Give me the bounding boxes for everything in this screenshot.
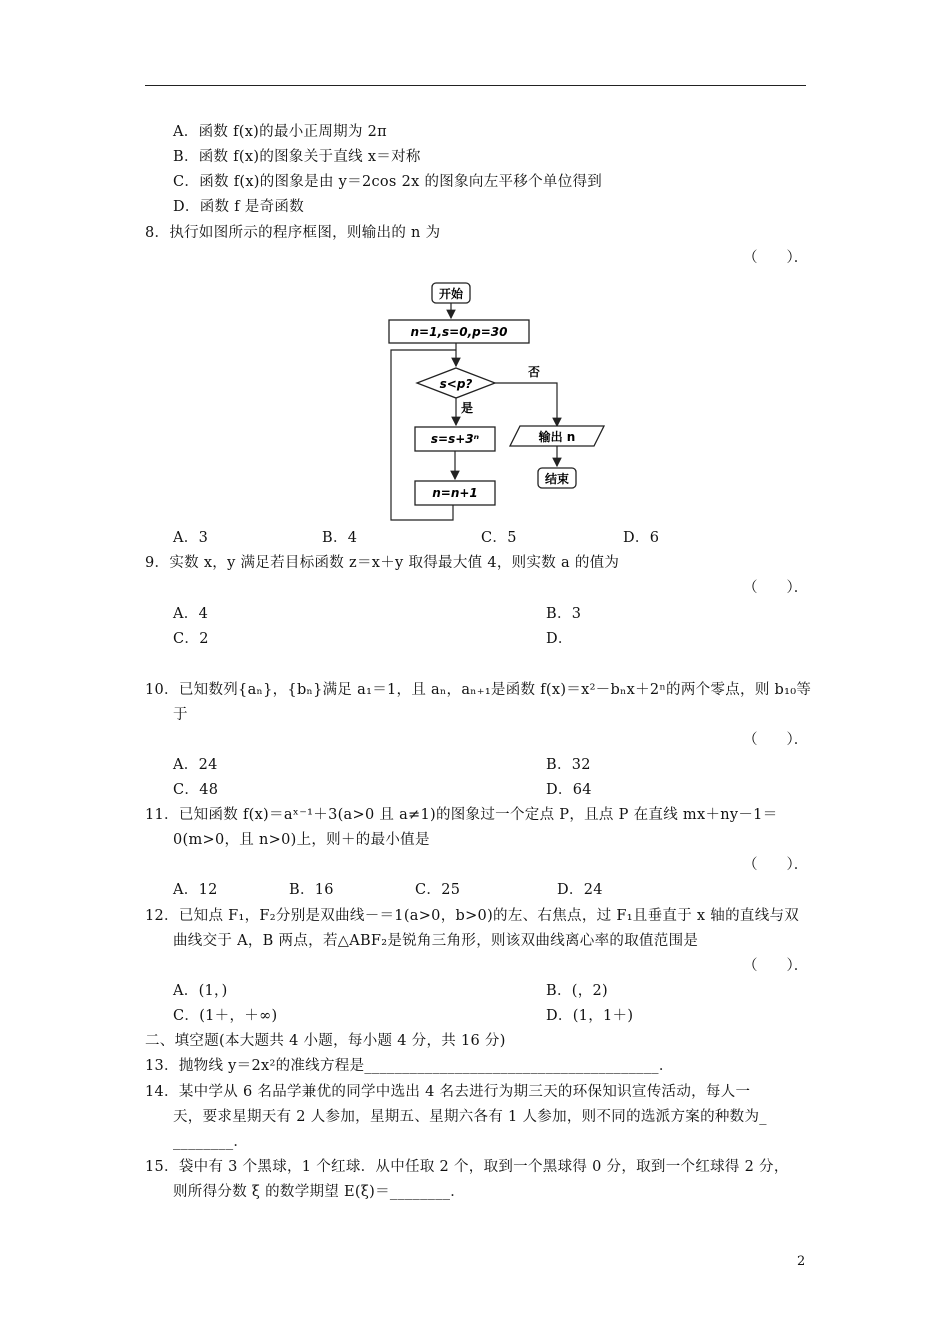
header-rule (145, 85, 806, 86)
flowchart-output-label: 输出 n (538, 430, 576, 444)
flowchart-yes-label: 是 (461, 401, 474, 415)
q12-option-d: D．(1，1＋) (546, 1008, 634, 1024)
q10-option-b: B．32 (546, 757, 591, 773)
q15-line2: 则所得分数 ξ 的数学期望 E(ξ)＝________． (173, 1184, 466, 1200)
q12-stem-line2: 曲线交于 A，B 两点，若△ABF₂是锐角三角形，则该双曲线离心率的取值范围是 (173, 933, 699, 949)
q15-line1: 15．袋中有 3 个黑球，1 个红球．从中任取 2 个，取到一个黑球得 0 分，取到一个红球得 2 分， (145, 1159, 789, 1175)
q11-option-c: C．25 (415, 882, 461, 898)
q11-option-b: B．16 (289, 882, 334, 898)
q11-answer-paren: （ ）． (743, 857, 809, 873)
q8-option-b: B．4 (322, 530, 358, 546)
q8-option-d: D．6 (623, 530, 660, 546)
q10-option-d: D．64 (546, 782, 592, 798)
flowchart-no-label: 否 (528, 365, 541, 379)
flowchart-update-s-label: s=s+3ⁿ (430, 432, 480, 446)
q11-stem-line1: 11．已知函数 f(x)＝aˣ⁻¹＋3(a>0 且 a≠1)的图象过一个定点 P，且点 P 在直线 mx＋ny－1＝ (145, 807, 778, 823)
q10-option-a: A．24 (173, 757, 218, 773)
q7-option-a: A．函数 f(x)的最小正周期为 2π (173, 124, 388, 140)
q9-answer-paren: （ ）． (743, 580, 809, 596)
q10-option-c: C．48 (173, 782, 219, 798)
q11-option-a: A．12 (173, 882, 218, 898)
flowchart-start-label: 开始 (438, 287, 464, 301)
q10-stem-line1: 10．已知数列{aₙ}，{bₙ}满足 a₁＝1，且 aₙ，aₙ₊₁是函数 f(x)＝x²－bₙx＋2ⁿ的两个零点，则 b₁₀等 (145, 682, 812, 698)
q9-option-d: D． (546, 631, 573, 647)
q7-option-c: C．函数 f(x)的图象是由 y＝2cos 2x 的图象向左平移个单位得到 (173, 174, 603, 190)
q7-option-b: B．函数 f(x)的图象关于直线 x＝对称 (173, 149, 421, 165)
flowchart-update-n-label: n=n+1 (432, 486, 478, 500)
q12-option-b: B．(，2) (546, 983, 608, 999)
q8-option-c: C．5 (481, 530, 517, 546)
flowchart-condition-label: s<p? (439, 377, 473, 391)
q9-stem: 9．实数 x，y 满足若目标函数 z＝x＋y 取得最大值 4，则实数 a 的值为 (145, 555, 620, 571)
q12-option-c: C．(1＋，＋∞) (173, 1008, 278, 1024)
section-heading-fill-in: 二、填空题(本大题共 4 小题，每小题 4 分，共 16 分) (145, 1033, 506, 1049)
flowchart-init-label: n=1,s=0,p=30 (410, 325, 508, 339)
q10-answer-paren: （ ）． (743, 732, 809, 748)
q12-option-a: A．(1，) (173, 983, 228, 999)
q11-option-d: D．24 (557, 882, 603, 898)
flowchart (380, 280, 620, 525)
q9-option-b: B．3 (546, 606, 582, 622)
q8-stem: 8．执行如图所示的程序框图，则输出的 n 为 (145, 225, 441, 241)
q13-stem: 13．抛物线 y＝2x²的准线方程是_______________________________________． (145, 1058, 674, 1074)
q14-line1: 14．某中学从 6 名品学兼优的同学中选出 4 名去进行为期三天的环保知识宣传活动，每人一 (145, 1084, 751, 1100)
q14-line3: ________． (173, 1134, 249, 1150)
q9-option-c: C．2 (173, 631, 209, 647)
page-number: 2 (797, 1254, 806, 1269)
flowchart-end-label: 结束 (544, 472, 570, 486)
q8-answer-paren: （ ）． (743, 250, 809, 266)
q8-option-a: A．3 (173, 530, 209, 546)
q9-option-a: A．4 (173, 606, 209, 622)
q11-stem-line2: 0(m>0，且 n>0)上，则＋的最小值是 (173, 832, 430, 848)
q7-option-d: D．函数 f 是奇函数 (173, 199, 305, 215)
q14-line2: 天，要求星期天有 2 人参加，星期五、星期六各有 1 人参加，则不同的选派方案的种数为_ (173, 1109, 767, 1125)
q12-stem-line1: 12．已知点 F₁，F₂分别是双曲线－＝1(a>0，b>0)的左、右焦点，过 F₁且垂直于 x 轴的直线与双 (145, 908, 800, 924)
q10-stem-line2: 于 (173, 707, 188, 723)
q12-answer-paren: （ ）． (743, 958, 809, 974)
